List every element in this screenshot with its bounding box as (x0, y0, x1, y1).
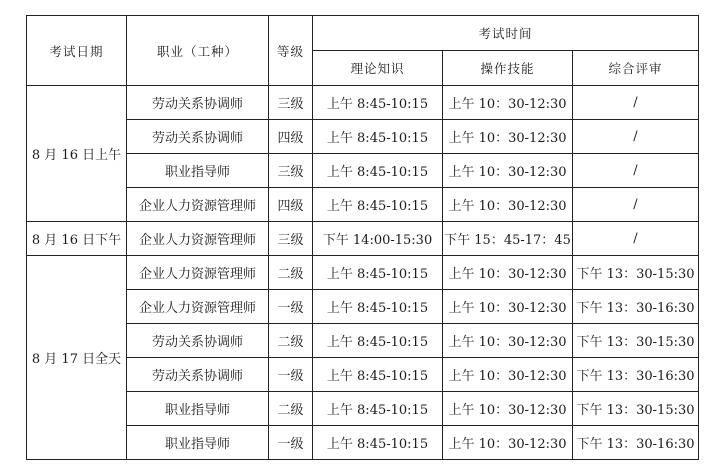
review-time-cell: 下午 13：30-15:30 (573, 256, 699, 290)
review-time-cell: / (573, 86, 699, 120)
occupation-cell: 劳动关系协调师 (127, 120, 269, 154)
level-cell: 四级 (269, 188, 313, 222)
level-cell: 一级 (269, 358, 313, 392)
table-row (27, 222, 699, 256)
skills-time-cell: 上午 10：30-12:30 (443, 154, 573, 188)
review-time-cell: 下午 13：30-16:30 (573, 426, 699, 460)
skills-time-cell: 下午 15：45-17：45 (443, 222, 573, 256)
theory-time-cell: 上午 8:45-10:15 (313, 392, 443, 426)
header-skills: 操作技能 (443, 51, 573, 86)
table-row (27, 120, 699, 154)
theory-time-cell: 上午 8:45-10:15 (313, 358, 443, 392)
theory-time-cell: 上午 8:45-10:15 (313, 120, 443, 154)
occupation-cell: 劳动关系协调师 (127, 86, 269, 120)
occupation-cell: 职业指导师 (127, 392, 269, 426)
occupation-cell: 职业指导师 (127, 154, 269, 188)
table-row (27, 324, 699, 358)
skills-time-cell: 上午 10：30-12:30 (443, 324, 573, 358)
skills-time-cell: 上午 10：30-12:30 (443, 256, 573, 290)
exam-date-cell: 8 月 16 日上午 (27, 86, 127, 222)
skills-time-cell: 上午 10：30-12:30 (443, 86, 573, 120)
theory-time-cell: 上午 8:45-10:15 (313, 154, 443, 188)
occupation-cell: 企业人力资源管理师 (127, 188, 269, 222)
table-row (27, 256, 699, 290)
header-exam-time: 考试时间 (313, 16, 699, 51)
theory-time-cell: 上午 8:45-10:15 (313, 426, 443, 460)
occupation-cell: 劳动关系协调师 (127, 358, 269, 392)
table-row (27, 426, 699, 460)
header-review: 综合评审 (573, 51, 699, 86)
skills-time-cell: 上午 10：30-12:30 (443, 426, 573, 460)
skills-time-cell: 上午 10：30-12:30 (443, 358, 573, 392)
occupation-cell: 企业人力资源管理师 (127, 222, 269, 256)
exam-schedule-table (26, 15, 699, 460)
table-row (27, 290, 699, 324)
skills-time-cell: 上午 10：30-12:30 (443, 392, 573, 426)
header-level: 等级 (269, 16, 313, 86)
occupation-cell: 劳动关系协调师 (127, 324, 269, 358)
theory-time-cell: 上午 8:45-10:15 (313, 256, 443, 290)
review-time-cell: / (573, 188, 699, 222)
header-date: 考试日期 (27, 16, 127, 86)
occupation-cell: 职业指导师 (127, 426, 269, 460)
exam-schedule (26, 15, 699, 460)
header-row (27, 16, 699, 51)
review-time-cell: 下午 13：30-16:30 (573, 358, 699, 392)
table-row (27, 358, 699, 392)
table-row (27, 188, 699, 222)
level-cell: 三级 (269, 154, 313, 188)
level-cell: 一级 (269, 426, 313, 460)
header-occupation: 职业（工种） (127, 16, 269, 86)
occupation-cell: 企业人力资源管理师 (127, 290, 269, 324)
table-row (27, 154, 699, 188)
skills-time-cell: 上午 10：30-12:30 (443, 188, 573, 222)
theory-time-cell: 上午 8:45-10:15 (313, 188, 443, 222)
level-cell: 二级 (269, 324, 313, 358)
occupation-cell: 企业人力资源管理师 (127, 256, 269, 290)
theory-time-cell: 上午 8:45-10:15 (313, 86, 443, 120)
skills-time-cell: 上午 10：30-12:30 (443, 120, 573, 154)
level-cell: 四级 (269, 120, 313, 154)
level-cell: 一级 (269, 290, 313, 324)
table-row (27, 86, 699, 120)
review-time-cell: 下午 13：30-15:30 (573, 324, 699, 358)
review-time-cell: 下午 13：30-15:30 (573, 392, 699, 426)
review-time-cell: / (573, 120, 699, 154)
exam-date-cell: 8 月 17 日全天 (27, 256, 127, 460)
level-cell: 三级 (269, 86, 313, 120)
header-theory: 理论知识 (313, 51, 443, 86)
table-row (27, 392, 699, 426)
theory-time-cell: 上午 8:45-10:15 (313, 324, 443, 358)
theory-time-cell: 上午 8:45-10:15 (313, 290, 443, 324)
exam-date-cell: 8 月 16 日下午 (27, 222, 127, 256)
level-cell: 二级 (269, 256, 313, 290)
review-time-cell: / (573, 222, 699, 256)
level-cell: 三级 (269, 222, 313, 256)
review-time-cell: / (573, 154, 699, 188)
level-cell: 二级 (269, 392, 313, 426)
review-time-cell: 下午 13：30-16:30 (573, 290, 699, 324)
skills-time-cell: 上午 10：30-12:30 (443, 290, 573, 324)
theory-time-cell: 下午 14:00-15:30 (313, 222, 443, 256)
